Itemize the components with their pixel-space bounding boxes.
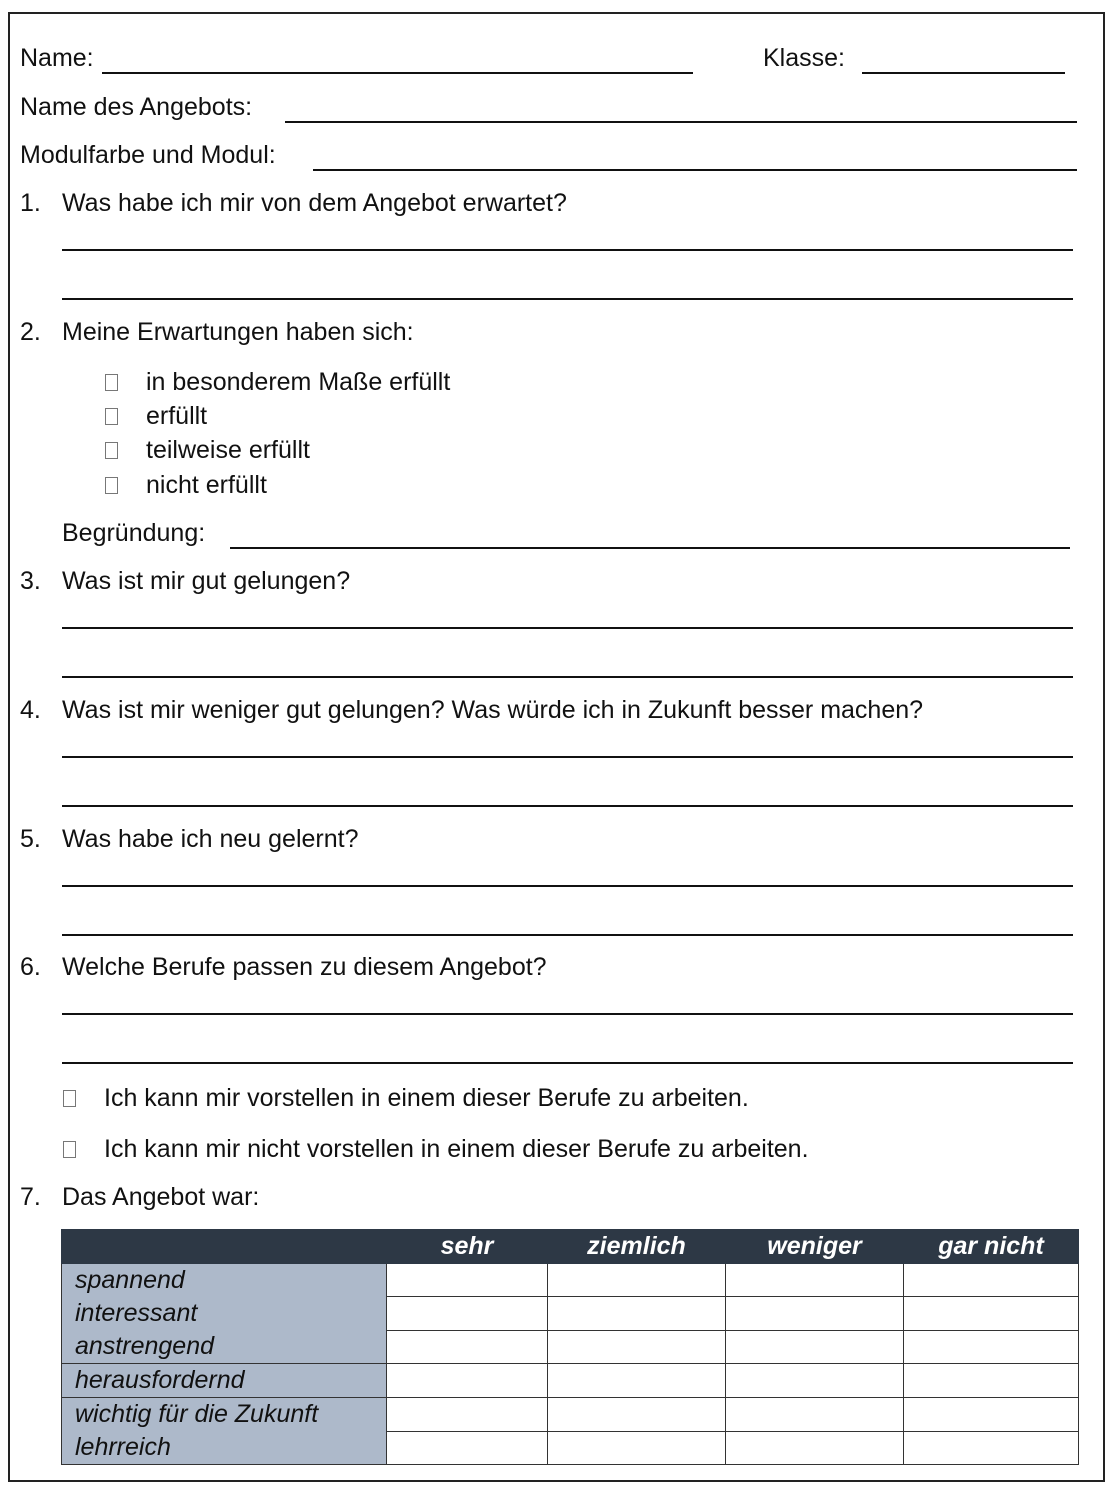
answer-line[interactable] <box>62 249 1073 251</box>
rating-cell[interactable] <box>726 1264 904 1297</box>
answer-line[interactable] <box>62 885 1073 887</box>
question-number: 6. <box>20 953 41 981</box>
checkbox[interactable] <box>63 1141 76 1158</box>
rating-cell[interactable] <box>548 1431 726 1465</box>
answer-line[interactable] <box>62 1062 1073 1064</box>
question-number: 2. <box>20 318 41 346</box>
question-number: 5. <box>20 825 41 853</box>
question-number: 1. <box>20 189 41 217</box>
rating-cell[interactable] <box>387 1264 548 1297</box>
option-label: in besonderem Maße erfüllt <box>146 368 451 396</box>
question-text: Was ist mir weniger gut gelungen? Was würde ich in Zukunft besser machen? <box>62 696 924 724</box>
question-text: Das Angebot war: <box>62 1183 260 1211</box>
modul-label: Modulfarbe und Modul: <box>20 141 276 169</box>
answer-line[interactable] <box>62 676 1073 678</box>
row-label: interessant <box>75 1299 198 1327</box>
checkbox[interactable] <box>105 477 118 494</box>
column-header-ziemlich: ziemlich <box>548 1230 726 1264</box>
rating-cell[interactable] <box>387 1297 548 1330</box>
rating-cell[interactable] <box>548 1398 726 1432</box>
rating-cell[interactable] <box>548 1330 726 1363</box>
rating-cell[interactable] <box>904 1297 1079 1330</box>
row-label: wichtig für die Zukunft <box>75 1400 319 1428</box>
question-text: Was habe ich mir von dem Angebot erwartet? <box>62 189 567 217</box>
row-label: anstrengend <box>75 1332 215 1360</box>
rating-cell[interactable] <box>387 1364 548 1398</box>
option-label: nicht erfüllt <box>146 471 267 499</box>
rating-cell[interactable] <box>904 1264 1079 1297</box>
rating-cell[interactable] <box>726 1398 904 1432</box>
question-text: Meine Erwartungen haben sich: <box>62 318 414 346</box>
option-label: Ich kann mir nicht vorstellen in einem dieser Berufe zu arbeiten. <box>104 1135 809 1163</box>
angebot-label: Name des Angebots: <box>20 93 253 121</box>
answer-line[interactable] <box>62 1013 1073 1015</box>
question-text: Was ist mir gut gelungen? <box>62 567 351 595</box>
klasse-field-line[interactable] <box>862 72 1065 74</box>
klasse-label: Klasse: <box>763 44 845 72</box>
question-text: Welche Berufe passen zu diesem Angebot? <box>62 953 547 981</box>
table-row <box>62 1364 1079 1398</box>
checkbox[interactable] <box>105 408 118 425</box>
rating-cell[interactable] <box>548 1264 726 1297</box>
row-label: lehrreich <box>75 1433 171 1461</box>
row-label-group <box>62 1264 387 1364</box>
rating-cell[interactable] <box>726 1297 904 1330</box>
question-number: 7. <box>20 1183 41 1211</box>
begruendung-field-line[interactable] <box>230 547 1070 549</box>
rating-cell[interactable] <box>726 1364 904 1398</box>
column-header-weniger: weniger <box>726 1230 904 1264</box>
table-header-row <box>62 1230 1079 1264</box>
checkbox[interactable] <box>105 442 118 459</box>
checkbox[interactable] <box>63 1090 76 1107</box>
angebot-field-line[interactable] <box>285 121 1077 123</box>
name-field-line[interactable] <box>102 72 693 74</box>
rating-table <box>61 1229 1079 1465</box>
rating-cell[interactable] <box>904 1330 1079 1363</box>
question-number: 4. <box>20 696 41 724</box>
row-label: herausfordernd <box>62 1364 387 1398</box>
modul-field-line[interactable] <box>313 169 1077 171</box>
row-label-group <box>62 1398 387 1465</box>
column-header-gar-nicht: gar nicht <box>904 1230 1079 1264</box>
begruendung-label: Begründung: <box>62 519 206 547</box>
rating-cell[interactable] <box>548 1364 726 1398</box>
rating-cell[interactable] <box>904 1364 1079 1398</box>
name-label: Name: <box>20 44 94 72</box>
rating-cell[interactable] <box>726 1330 904 1363</box>
column-header-sehr: sehr <box>387 1230 548 1264</box>
rating-cell[interactable] <box>387 1398 548 1432</box>
table-row <box>62 1398 1079 1432</box>
option-label: erfüllt <box>146 402 208 430</box>
table-header-blank <box>62 1230 387 1264</box>
answer-line[interactable] <box>62 805 1073 807</box>
answer-line[interactable] <box>62 627 1073 629</box>
table-row <box>62 1264 1079 1297</box>
answer-line[interactable] <box>62 756 1073 758</box>
question-number: 3. <box>20 567 41 595</box>
option-label: teilweise erfüllt <box>146 436 310 464</box>
rating-cell[interactable] <box>387 1431 548 1465</box>
rating-cell[interactable] <box>548 1297 726 1330</box>
checkbox[interactable] <box>105 374 118 391</box>
rating-cell[interactable] <box>904 1398 1079 1432</box>
answer-line[interactable] <box>62 934 1073 936</box>
row-label: spannend <box>75 1266 185 1294</box>
rating-cell[interactable] <box>726 1431 904 1465</box>
question-text: Was habe ich neu gelernt? <box>62 825 359 853</box>
rating-cell[interactable] <box>387 1330 548 1363</box>
answer-line[interactable] <box>62 298 1073 300</box>
rating-cell[interactable] <box>904 1431 1079 1465</box>
option-label: Ich kann mir vorstellen in einem dieser Berufe zu arbeiten. <box>104 1084 749 1112</box>
